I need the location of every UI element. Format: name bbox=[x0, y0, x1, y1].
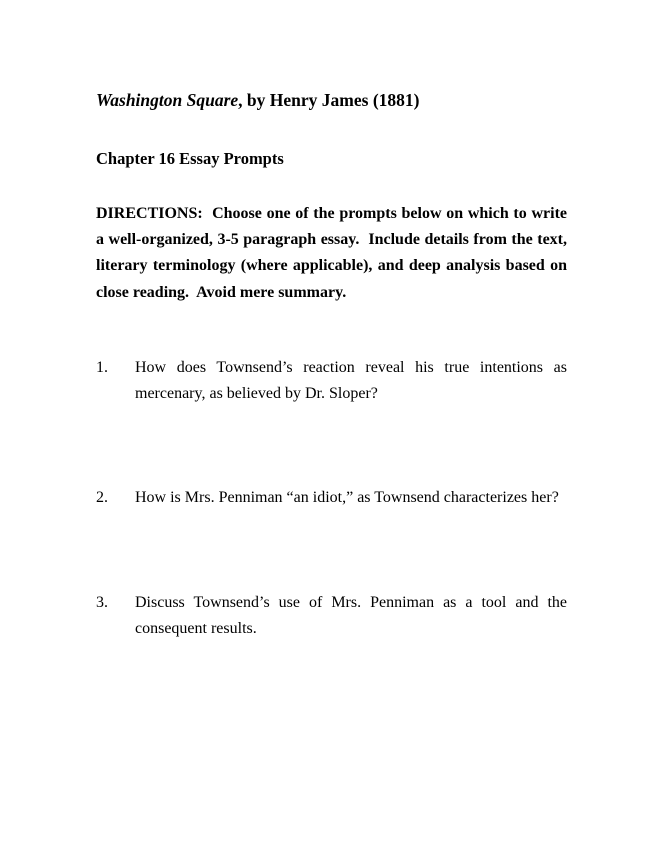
prompt-text: How is Mrs. Penniman “an idiot,” as Townsend characterizes her? bbox=[135, 489, 559, 507]
prompt-number: 1. bbox=[96, 359, 108, 376]
list-item bbox=[96, 485, 567, 511]
prompt-text: How does Townsend’s reaction reveal his true intentions as mercenary, as believed by Dr. Sloper? bbox=[135, 359, 567, 403]
essay-prompt-list bbox=[96, 355, 567, 642]
title-author-year: , by Henry James (1881) bbox=[238, 89, 420, 110]
list-item bbox=[96, 590, 567, 642]
prompt-number: 2. bbox=[96, 489, 108, 507]
section-heading: Chapter 16 Essay Prompts bbox=[96, 148, 284, 168]
list-item bbox=[96, 355, 567, 407]
directions-paragraph: DIRECTIONS: Choose one of the prompts below on which to write a well-organized, 3-5 paragraph essay. Include details from the text, literary terminology (where applicable), and deep analysis based on close reading. Avoid mere summary. bbox=[96, 205, 571, 301]
prompt-number: 3. bbox=[96, 593, 108, 611]
prompt-text: Discuss Townsend’s use of Mrs. Penniman as a tool and the consequent results. bbox=[135, 593, 567, 637]
work-title: Washington Square bbox=[96, 89, 239, 110]
page-title bbox=[96, 88, 567, 112]
